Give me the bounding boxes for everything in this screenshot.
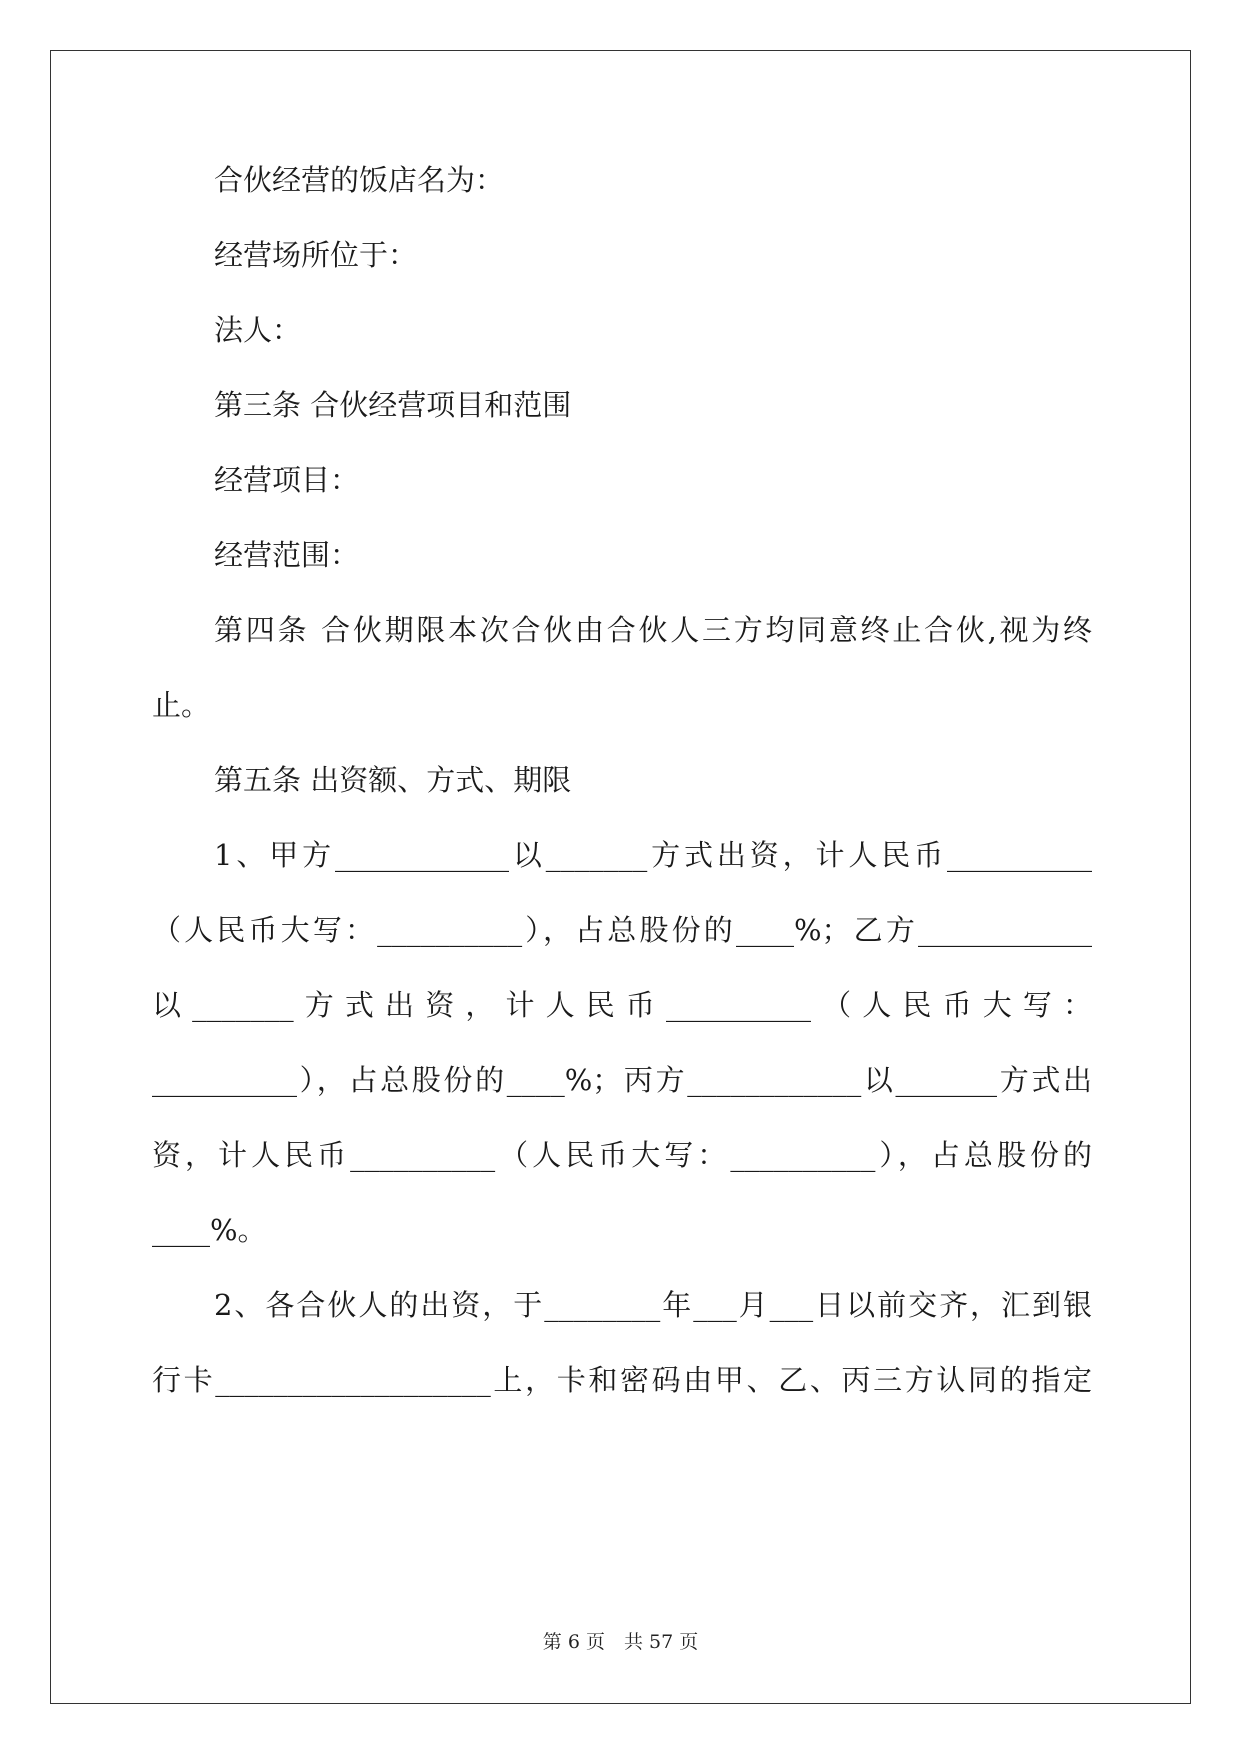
paragraph-line: 法人：	[214, 313, 302, 347]
paragraph-line: 经营项目：	[214, 463, 360, 497]
section-heading: 第三条 合伙经营项目和范围	[214, 388, 572, 422]
page-number-footer: 第 6 页 共 57 页	[542, 1631, 699, 1653]
paragraph-line: 以_______方式出资，计人民币__________（人民币大写：	[152, 988, 1092, 1022]
paragraph-line: 经营场所位于：	[214, 238, 418, 272]
paragraph-line: 合伙经营的饭店名为：	[214, 163, 505, 197]
paragraph-line: 2、各合伙人的出资，于________年___月___日以前交齐，汇到银	[214, 1288, 1092, 1322]
paragraph-line: 经营范围：	[214, 538, 360, 572]
paragraph-line: 行卡___________________上，卡和密码由甲、乙、丙三方认同的指定	[152, 1363, 1092, 1397]
paragraph-line: ____%。	[152, 1213, 267, 1247]
section-heading: 第四条 合伙期限本次合伙由合伙人三方均同意终止合伙,视为终	[214, 613, 1092, 647]
section-heading: 第五条 出资额、方式、期限	[214, 763, 572, 797]
paragraph-line: （人民币大写：__________），占总股份的____%；乙方____________	[152, 913, 1092, 947]
paragraph-line: 止。	[152, 688, 211, 722]
paragraph-line: __________），占总股份的____%；丙方____________以_______方式出	[152, 1063, 1092, 1097]
paragraph-line: 1、甲方____________以_______方式出资，计人民币__________	[214, 838, 1092, 872]
paragraph-line: 资，计人民币__________（人民币大写：__________），占总股份的	[152, 1138, 1092, 1172]
page-border	[50, 50, 1191, 1704]
